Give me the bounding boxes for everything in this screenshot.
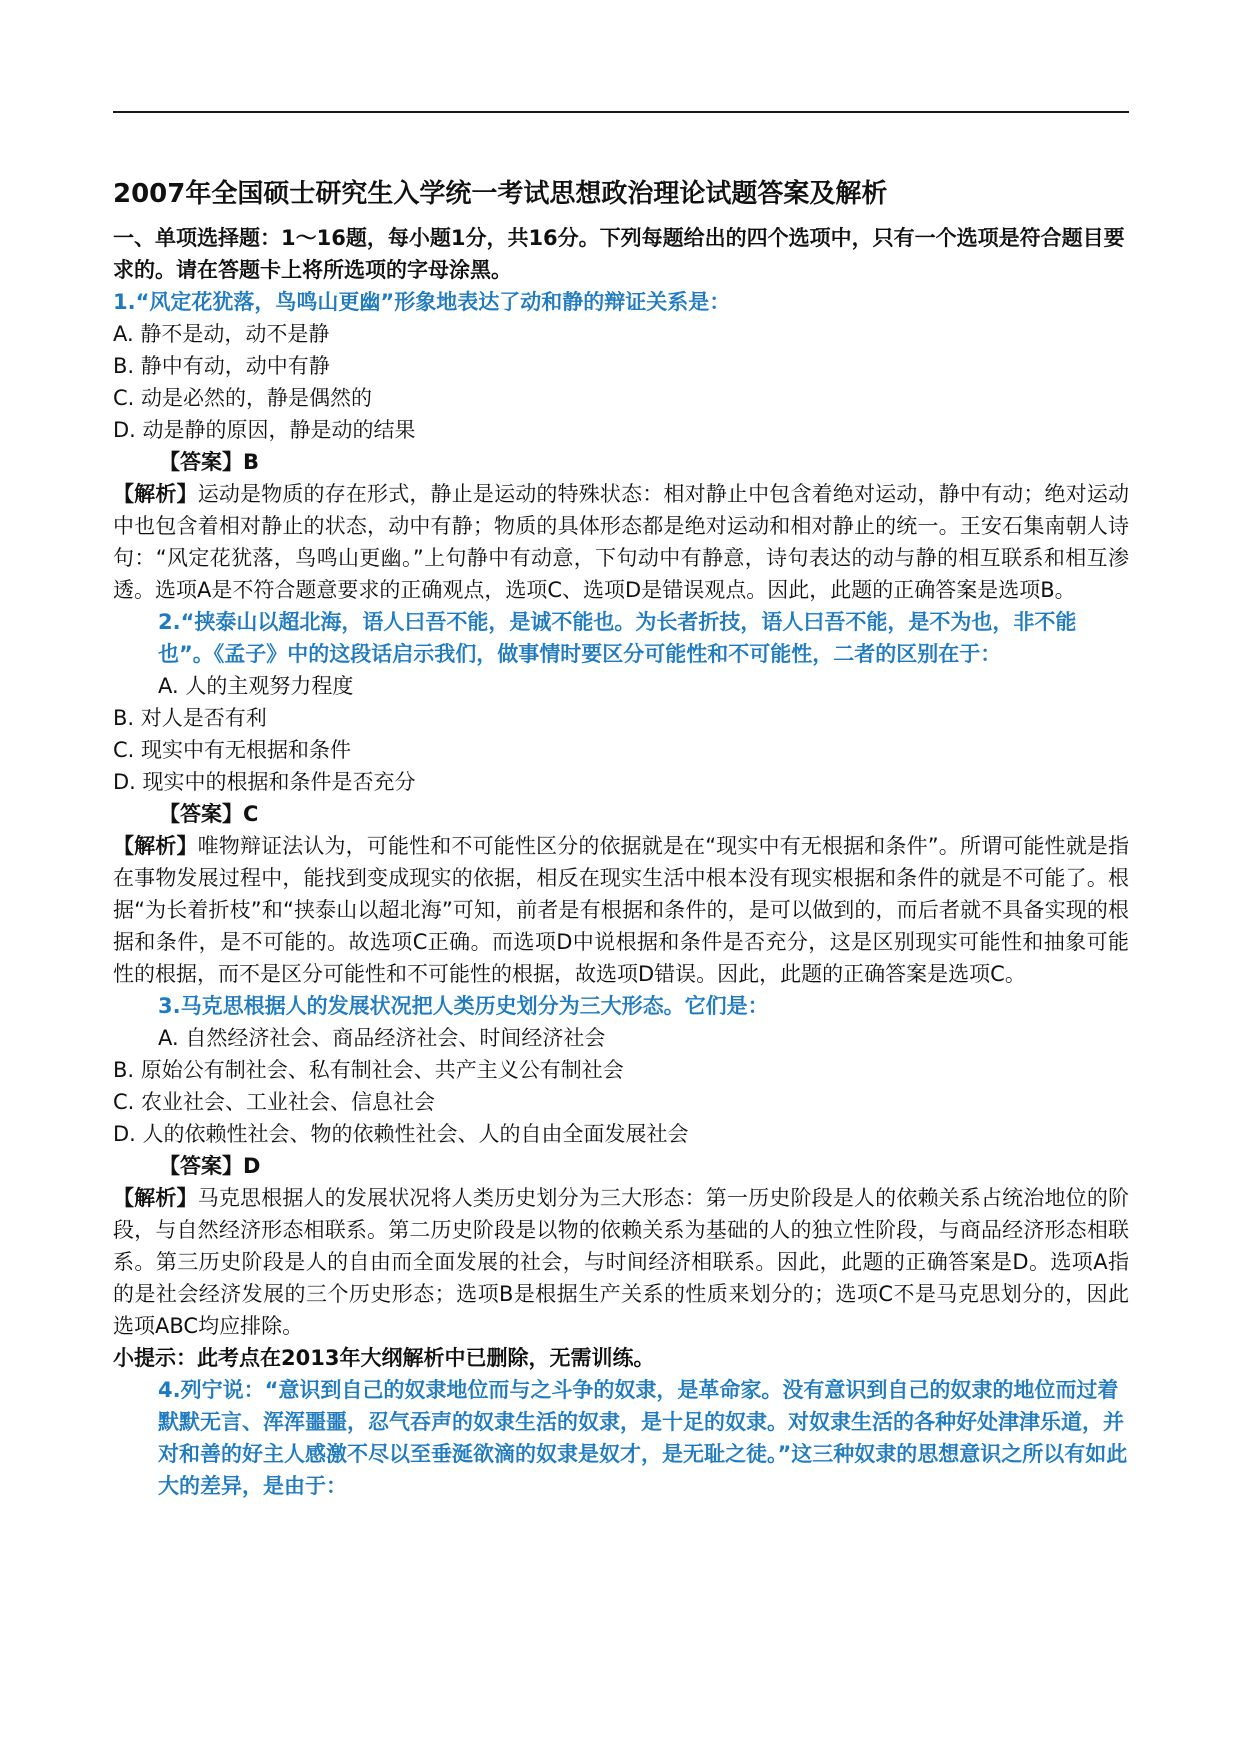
question-3-option-c: C. 农业社会、工业社会、信息社会 bbox=[113, 1090, 436, 1114]
header-rule bbox=[113, 111, 1129, 113]
question-1-option-d: D. 动是静的原因，静是动的结果 bbox=[113, 418, 416, 442]
question-2-answer: 【答案】C bbox=[159, 802, 259, 826]
section-instructions: 一、单项选择题：1～16题，每小题1分，共16分。下列每题给出的四个选项中，只有一个选项是符合题目要求的。请在答题卡上将所选项的字母涂黑。 bbox=[113, 226, 1125, 282]
question-3-option-d: D. 人的依赖性社会、物的依赖性社会、人的自由全面发展社会 bbox=[113, 1122, 689, 1146]
question-3-option-b: B. 原始公有制社会、私有制社会、共产主义公有制社会 bbox=[113, 1058, 624, 1082]
question-3-answer: 【答案】D bbox=[159, 1154, 261, 1178]
question-1-explanation bbox=[113, 478, 1129, 606]
question-3-stem: 3.马克思根据人的发展状况把人类历史划分为三大形态。它们是： bbox=[158, 994, 769, 1018]
question-1-answer: 【答案】B bbox=[159, 450, 260, 474]
question-1-explanation-tag: 【解析】 bbox=[113, 482, 198, 506]
question-1-explanation-text: 运动是物质的存在形式，静止是运动的特殊状态：相对静止中包含着绝对运动，静中有动；绝对运动中也包含着相对静止的状态，动中有静；物质的具体形态都是绝对运动和相对静止的统一。王安石集南朝人诗句：“风定花犹落，鸟鸣山更幽。”上句静中有动意，下句动中有静意，诗句表达的动与静的相互联系和相互渗透。选项A是不符合题意要求的正确观点，选项C、选项D是错误观点。因此，此题的正确答案是选项B。 bbox=[113, 482, 1130, 602]
question-1-option-b: B. 静中有动，动中有静 bbox=[113, 354, 330, 378]
question-3-option-a: A. 自然经济社会、商品经济社会、时间经济社会 bbox=[158, 1026, 606, 1050]
question-2-option-a: A. 人的主观努力程度 bbox=[158, 674, 354, 698]
question-3-explanation bbox=[113, 1182, 1129, 1342]
question-2-stem: 2.“挟泰山以超北海，语人曰吾不能，是诚不能也。为长者折技，语人曰吾不能，是不为也，非不能也”。《孟子》中的这段话启示我们，做事情时要区分可能性和不可能性，二者的区别在于： bbox=[158, 610, 1077, 666]
question-2-explanation-text: 唯物辩证法认为，可能性和不可能性区分的依据就是在“现实中有无根据和条件”。所谓可能性就是指在事物发展过程中，能找到变成现实的依据，相反在现实生活中根本没有现实根据和条件的就是不可能了。根据“为长着折枝”和“挟泰山以超北海”可知，前者是有根据和条件的，是可以做到的，而后者就不具备实现的根据和条件，是不可能的。故选项C正确。而选项D中说根据和条件是否充分，这是区别现实可能性和抽象可能性的根据，而不是区分可能性和不可能性的根据，故选项D错误。因此，此题的正确答案是选项C。 bbox=[113, 834, 1129, 986]
question-2-option-c: C. 现实中有无根据和条件 bbox=[113, 738, 352, 762]
question-2-option-b: B. 对人是否有利 bbox=[113, 706, 267, 730]
question-3-explanation-text: 马克思根据人的发展状况将人类历史划分为三大形态：第一历史阶段是人的依赖关系占统治地位的阶段，与自然经济形态相联系。第二历史阶段是以物的依赖关系为基础的人的独立性阶段，与商品经济形态相联系。第三历史阶段是人的自由而全面发展的社会，与时间经济相联系。因此，此题的正确答案是D。选项A指的是社会经济发展的三个历史形态；选项B是根据生产关系的性质来划分的；选项C不是马克思划分的，因此选项ABC均应排除。 bbox=[113, 1186, 1130, 1338]
question-1-option-c: C. 动是必然的，静是偶然的 bbox=[113, 386, 373, 410]
document-body bbox=[113, 176, 1129, 1502]
question-2-explanation-tag: 【解析】 bbox=[113, 834, 198, 858]
question-1-option-a: A. 静不是动，动不是静 bbox=[113, 322, 330, 346]
document-title: 2007年全国硕士研究生入学统一考试思想政治理论试题答案及解析 bbox=[113, 179, 888, 209]
question-4-stem: 4.列宁说：“意识到自己的奴隶地位而与之斗争的奴隶，是革命家。没有意识到自己的奴隶的地位而过着默默无言、浑浑噩噩，忍气吞声的奴隶生活的奴隶，是十足的奴隶。对奴隶生活的各种好处津津乐道，并对和善的好主人感激不尽以至垂涎欲滴的奴隶是奴才，是无耻之徒。”这三种奴隶的思想意识之所以有如此大的差异，是由于： bbox=[158, 1378, 1128, 1498]
question-2-explanation bbox=[113, 830, 1129, 990]
question-3-explanation-tag: 【解析】 bbox=[113, 1186, 198, 1210]
question-3-tip: 小提示：此考点在2013年大纲解析中已删除，无需训练。 bbox=[113, 1346, 655, 1370]
question-1-stem: 1.“风定花犹落，鸟鸣山更幽”形象地表达了动和静的辩证关系是： bbox=[113, 290, 731, 314]
question-2-option-d: D. 现实中的根据和条件是否充分 bbox=[113, 770, 416, 794]
